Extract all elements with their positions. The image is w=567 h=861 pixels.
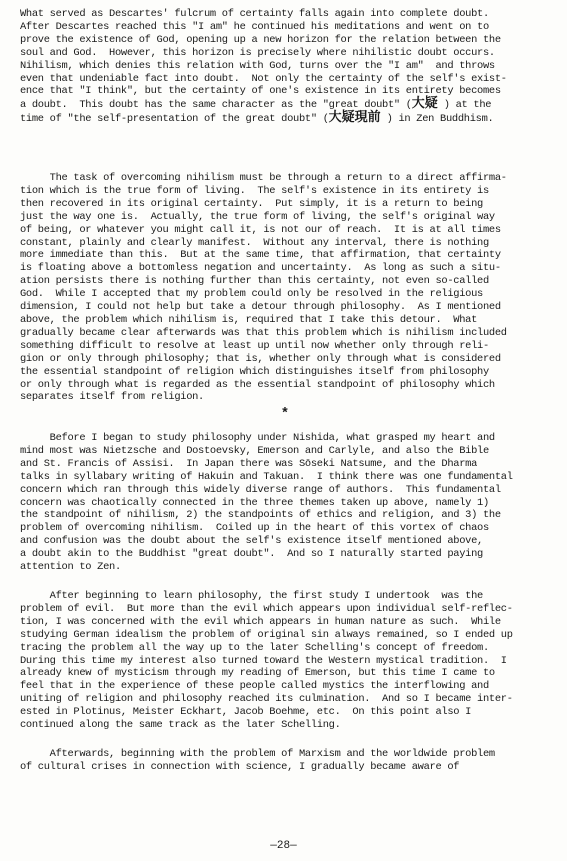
text-fragment: a doubt. This doubt has the same character as the "great doubt" ( (20, 99, 412, 112)
text-line: separates itself from religion. (20, 391, 204, 404)
paragraph-problem-of-evil (20, 590, 558, 732)
text-fragment: ) in Zen Buddhism. (380, 113, 494, 126)
text-line: tion, I was concerned with the evil which appears in human nature as such. While (20, 615, 501, 628)
text-line: or only through what is regarded as the essential standpoint of philosophy which (20, 378, 495, 391)
text-line: feel that in the experience of these people called mystics the interflowing and (20, 680, 489, 693)
text-line: Before I began to study philosophy under Nishida, what grasped my heart and (20, 432, 495, 444)
text-fragment: time of "the self-presentation of the great doubt" ( (20, 113, 329, 126)
text-line: and confusion was the doubt about the self's existence itself mentioned above, (20, 535, 483, 548)
text-line: the standpoint of nihilism, 2) the standpoints of ethics and religion, and 3) the (20, 509, 501, 522)
text-line: just the way one is. Actually, the true form of living, the self's original way (20, 210, 495, 223)
text-line: gion or only through philosophy; that is, whether only through what is considered (20, 352, 501, 365)
paragraph-nishida (20, 432, 558, 574)
text-line: studying German idealism the problem of original sin always remained, so I ended up (20, 628, 513, 641)
text-line: problem of evil. But more than the evil which appears upon individual self-reflec- (20, 602, 513, 615)
text-line: ence that "I think", but the certainty of one's existence in its entirety becomes (20, 85, 501, 98)
text-line: After Descartes reached this "I am" he continued his meditations and went on to (20, 20, 489, 33)
text-fragment: ) at the (437, 99, 492, 112)
text-line: concern which ran through this widely diverse range of authors. This fundamental (20, 483, 501, 496)
text-line: concern was chaotically connected in the three themes taken up above, namely 1) (20, 496, 489, 509)
text-line: tracing the problem all the way up to the later Schelling's concept of freedom. (20, 641, 489, 654)
text-line: is floating above a bottomless negation and uncertainty. As long as such a situ- (20, 262, 501, 275)
text-line: problem of overcoming nihilism. Coiled up in the heart of this vortex of chaos (20, 522, 489, 535)
text-line: already knew of mysticism through my reading of Emerson, but this time I came to (20, 667, 495, 680)
text-line: dimension, I could not help but take a detour through philosophy. As I mentioned (20, 301, 501, 314)
text-line: ested in Plotinus, Meister Eckhart, Jacob Boehme, etc. On this point also I (20, 706, 472, 719)
text-line: Afterwards, beginning with the problem of Marxism and the worldwide problem (20, 748, 495, 760)
paragraph-nihilism-task (20, 172, 558, 404)
text-line: then recovered in its original certainty. Put simply, it is a return to being (20, 197, 483, 210)
cjk-great-doubt: 大疑 (411, 96, 438, 112)
text-line: a doubt akin to the Buddhist "great doubt". And so I naturally started paying (20, 548, 483, 561)
text-line: uniting of religion and philosophy reached its culmination. And so I became inter- (20, 693, 513, 706)
text-line: The task of overcoming nihilism must be through a return to a direct affirma- (20, 172, 507, 184)
text-line: prove the existence of God, opening up a new horizon for the relation between the (20, 33, 501, 46)
text-line: During this time my interest also turned toward the Western mystical tradition. I (20, 654, 507, 667)
text-line: tion which is the true form of living. The self's existence in its entirety is (20, 184, 489, 197)
text-line: something difficult to resolve at least up until now whether only through reli- (20, 339, 489, 352)
text-line: gradually became clear afterwards was that this problem which is nihilism included (20, 326, 507, 339)
text-line: and St. Francis of Assisi. In Japan there was Sōseki Natsume, and the Dharma (20, 457, 478, 470)
text-line: soul and God. However, this horizon is precisely where nihilistic doubt occurs. (20, 46, 495, 59)
text-line: above, the problem which nihilism is, required that I take this detour. What (20, 313, 478, 326)
text-line: Nihilism, which denies this relation with God, turns over the "I am" and throws (20, 59, 495, 72)
text-line: of cultural crises in connection with science, I gradually became aware of (20, 760, 460, 773)
text-line: attention to Zen. (20, 561, 121, 574)
text-line: ation persists there is nothing further than this certainty, not even so-called (20, 275, 489, 288)
text-line: constant, plainly and clearly manifest. Without any interval, there is nothing (20, 236, 489, 249)
text-line: continued along the same track as the later Schelling. (20, 719, 341, 732)
text-line: mind most was Nietzsche and Dostoevsky, Emerson and Carlyle, and also the Bible (20, 444, 489, 457)
paragraph-marxism (20, 748, 558, 774)
cjk-great-doubt-presentation: 大疑現前 (328, 110, 381, 126)
text-line: more immediate than this. But at the same time, that affirmation, that certainty (20, 249, 501, 262)
text-line (20, 98, 558, 112)
text-line: even that undeniable fact into doubt. Not only the certainty of the self's exist- (20, 72, 507, 85)
text-line: talks in syllabary writing of Hakuin and Takuan. I think there was one fundamental (20, 470, 513, 483)
section-separator: * (280, 406, 290, 422)
paragraph-descartes (20, 8, 558, 126)
text-line: of being, or whatever you might call it, is not our of reach. It is at all times (20, 223, 501, 236)
text-line (20, 112, 558, 126)
page-number: —28— (270, 840, 297, 852)
text-line: What served as Descartes' fulcrum of certainty falls again into complete doubt. (20, 8, 489, 20)
text-line: the essential standpoint of religion which distinguishes itself from philosophy (20, 365, 489, 378)
text-line: After beginning to learn philosophy, the first study I undertook was the (20, 590, 483, 602)
text-line: God. While I accepted that my problem could only be resolved in the religious (20, 288, 483, 301)
